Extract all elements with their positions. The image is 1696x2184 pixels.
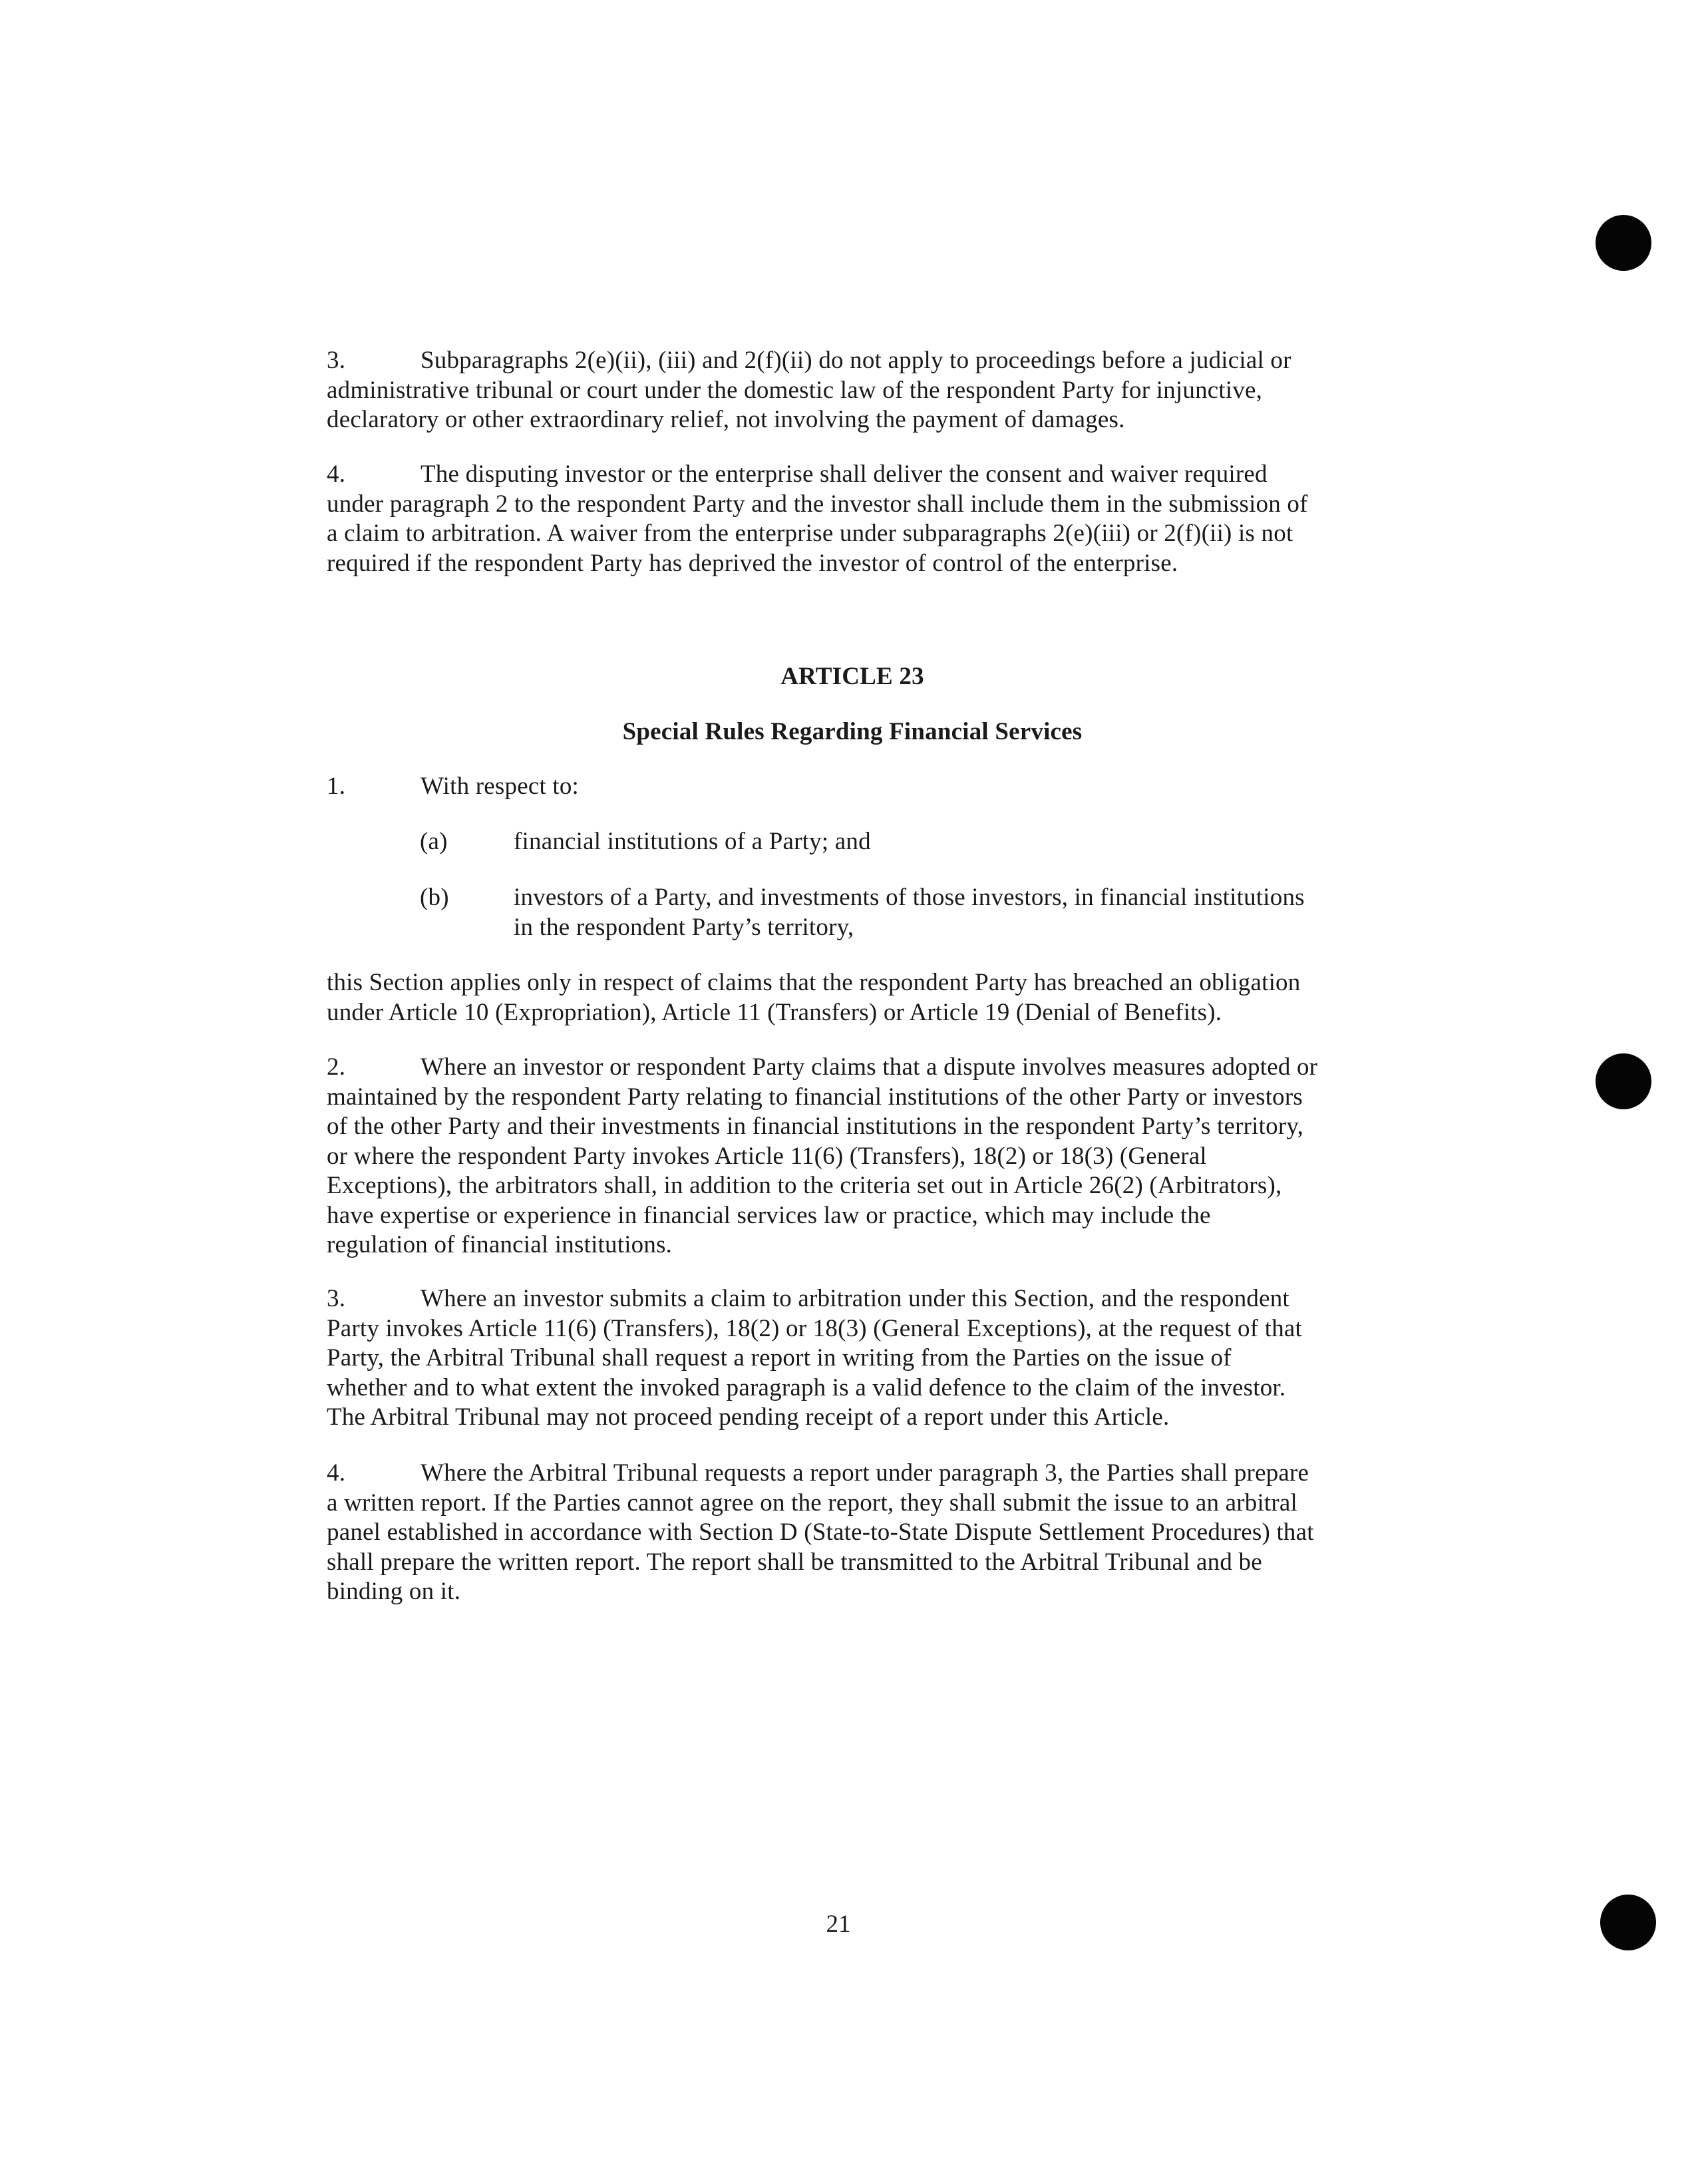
punch-hole-middle <box>1596 1053 1651 1109</box>
paragraph-1-closing <box>327 968 1378 1027</box>
paragraph-line: Party, the Arbitral Tribunal shall request a report in writing from the Parties on the issue of <box>327 1344 1232 1371</box>
list-item-label: (b) <box>420 884 449 911</box>
punch-hole-bottom <box>1600 1895 1656 1950</box>
page-number: 21 <box>826 1911 851 1938</box>
paragraph-line: under Article 10 (Expropriation), Article 11 (Transfers) or Article 19 (Denial of Benefits). <box>327 998 1222 1026</box>
paragraph-line: a claim to arbitration. A waiver from the enterprise under subparagraphs 2(e)(iii) or 2(f)(ii) is not <box>327 520 1293 547</box>
paragraph-line: whether and to what extent the invoked paragraph is a valid defence to the claim of the investor. <box>327 1373 1286 1401</box>
paragraph-3 <box>327 1284 1378 1433</box>
paragraph-line: Where an investor or respondent Party claims that a dispute involves measures adopted or <box>421 1053 1318 1081</box>
paragraph-line: panel established in accordance with Section D (State-to-State Dispute Settlement Procedures) that <box>327 1519 1314 1546</box>
paragraph-line: or where the respondent Party invokes Article 11(6) (Transfers), 18(2) or 18(3) (General <box>327 1142 1207 1170</box>
paragraph-line: The disputing investor or the enterprise shall deliver the consent and waiver required <box>421 460 1268 488</box>
paragraph-line: Party invokes Article 11(6) (Transfers), 18(2) or 18(3) (General Exceptions), at the request of that <box>327 1314 1302 1342</box>
prev-paragraph-4 <box>327 460 1378 578</box>
article-title: ARTICLE 23 <box>780 663 924 690</box>
paragraph-line: binding on it. <box>327 1578 461 1605</box>
paragraph-line: this Section applies only in respect of claims that the respondent Party has breached an obligation <box>327 969 1301 996</box>
paragraph-number: 3. <box>327 1285 346 1312</box>
paragraph-1-intro <box>327 772 1378 802</box>
paragraph-line: a written report. If the Parties cannot agree on the report, they shall submit the issue to an arbitral <box>327 1489 1298 1517</box>
article-subtitle: Special Rules Regarding Financial Services <box>622 718 1083 745</box>
paragraph-line: regulation of financial institutions. <box>327 1231 673 1258</box>
paragraph-number: 1. <box>327 773 346 800</box>
paragraph-line: administrative tribunal or court under the domestic law of the respondent Party for injunctive, <box>327 376 1263 404</box>
list-item-line: investors of a Party, and investments of those investors, in financial institutions <box>514 884 1305 911</box>
paragraph-line: The Arbitral Tribunal may not proceed pending receipt of a report under this Article. <box>327 1403 1170 1431</box>
prev-paragraph-3 <box>327 346 1378 435</box>
paragraph-line: declaratory or other extraordinary relief, not involving the payment of damages. <box>327 406 1125 433</box>
paragraph-line: With respect to: <box>421 773 580 800</box>
paragraph-line: required if the respondent Party has deprived the investor of control of the enterprise. <box>327 549 1178 577</box>
paragraph-line: Subparagraphs 2(e)(ii), (iii) and 2(f)(ii) do not apply to proceedings before a judicial or <box>421 347 1291 374</box>
list-item-label: (a) <box>420 828 448 855</box>
paragraph-line: Exceptions), the arbitrators shall, in addition to the criteria set out in Article 26(2) (Arbitrators), <box>327 1172 1282 1199</box>
paragraph-4 <box>327 1459 1378 1607</box>
paragraph-line: of the other Party and their investments in financial institutions in the respondent Party’s territory, <box>327 1113 1304 1140</box>
paragraph-line: maintained by the respondent Party relating to financial institutions of the other Party or investors <box>327 1083 1303 1111</box>
paragraph-line: shall prepare the written report. The report shall be transmitted to the Arbitral Tribunal and be <box>327 1548 1262 1576</box>
paragraph-2 <box>327 1053 1378 1260</box>
paragraph-number: 2. <box>327 1053 346 1081</box>
paragraph-line: Where an investor submits a claim to arbitration under this Section, and the respondent <box>421 1285 1289 1312</box>
punch-hole-top <box>1596 215 1651 271</box>
paragraph-line: have expertise or experience in financial services law or practice, which may include the <box>327 1201 1211 1229</box>
paragraph-number: 4. <box>327 460 346 488</box>
paragraph-line: Where the Arbitral Tribunal requests a report under paragraph 3, the Parties shall prepare <box>421 1459 1309 1487</box>
paragraph-number: 3. <box>327 347 346 374</box>
paragraph-number: 4. <box>327 1459 346 1487</box>
list-item-line: in the respondent Party’s territory, <box>514 913 854 941</box>
list-item-line: financial institutions of a Party; and <box>514 828 871 855</box>
paragraph-line: under paragraph 2 to the respondent Party and the investor shall include them in the submission of <box>327 490 1308 518</box>
